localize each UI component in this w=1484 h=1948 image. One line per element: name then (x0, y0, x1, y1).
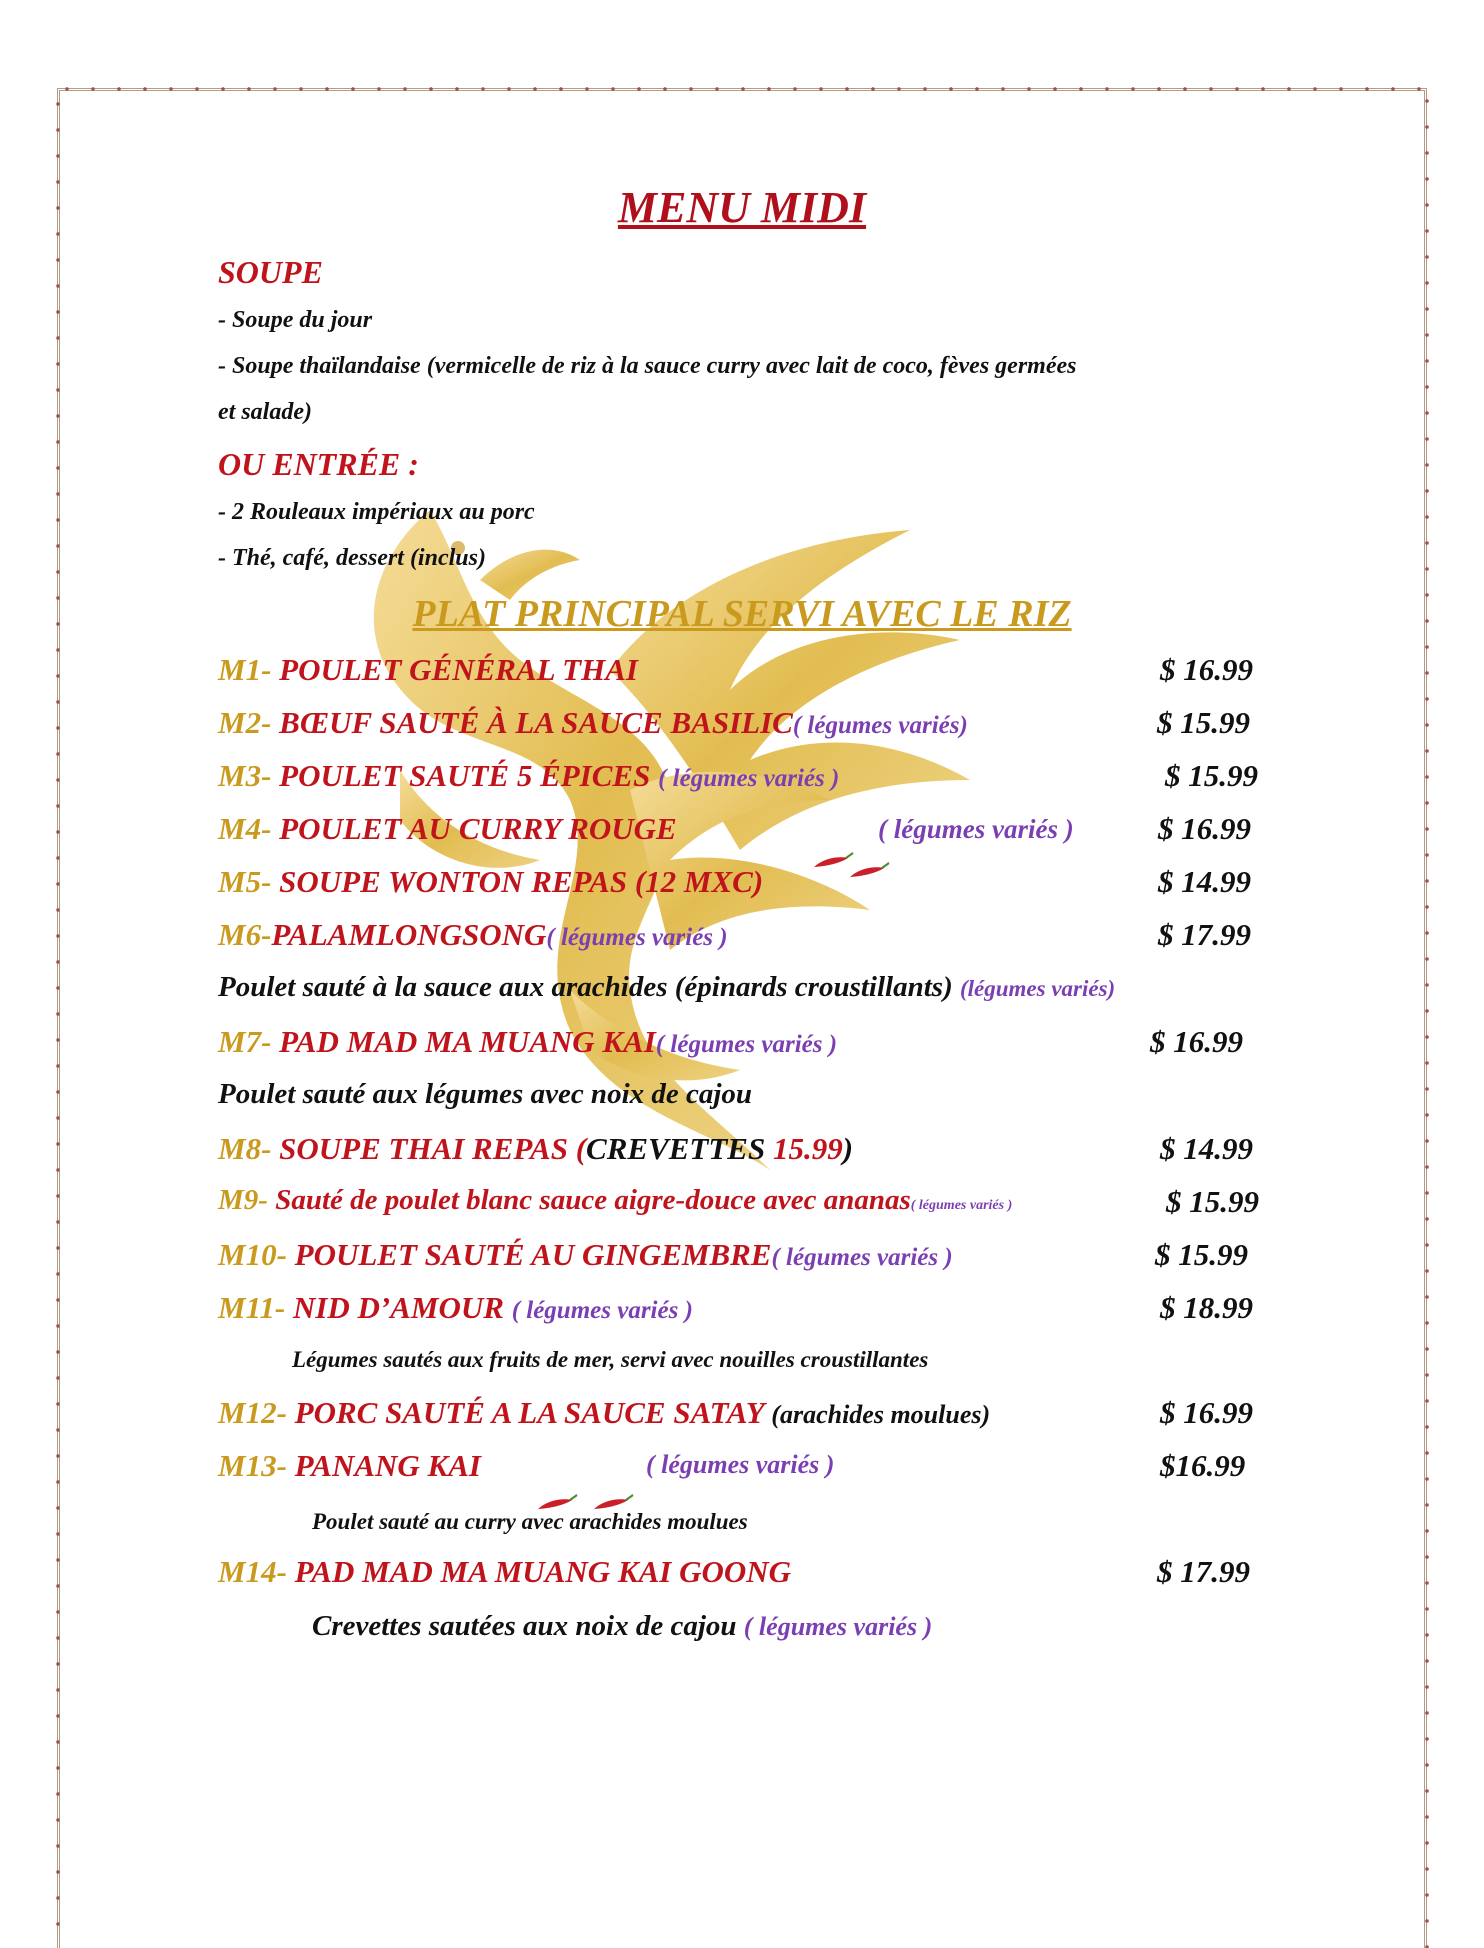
dish-price: $ 17.99 (1157, 1554, 1250, 1589)
soupe-item: - Soupe du jour (218, 307, 373, 333)
dish-price: $ 14.99 (1160, 1131, 1253, 1166)
dish-veg: (légumes variés) (959, 976, 1116, 1001)
dish-veg: ( légumes variés ) (511, 1297, 693, 1324)
dish-price: $ 16.99 (1160, 1395, 1253, 1430)
dish-code: M11- (218, 1290, 286, 1325)
dish-code: M13- (218, 1448, 287, 1483)
dish-name: BŒUF SAUTÉ À LA SAUCE BASILIC (271, 705, 793, 740)
dish-description (312, 1612, 932, 1641)
dish-description: Légumes sautés aux fruits de mer, servi avec nouilles croustillantes (292, 1347, 929, 1372)
entree-item: - 2 Rouleaux impériaux au porc (218, 499, 535, 525)
dish-name: POULET SAUTÉ AU GINGEMBRE (286, 1237, 772, 1272)
dish-veg: ( légumes variés ) (546, 924, 728, 951)
soupe-item: - Soupe thaïlandaise (vermicelle de riz à la sauce curry avec lait de coco, fèves germées (218, 353, 1077, 379)
dish-description: Poulet sauté au curry avec arachides moulues (312, 1509, 748, 1534)
dish-m11 (218, 1292, 693, 1323)
dish-veg: ( légumes variés ) (771, 1244, 953, 1271)
dish-name: PORC SAUTÉ A LA SAUCE SATAY (286, 1395, 772, 1430)
description-text: Poulet sauté à la sauce aux arachides (épinards croustillants) (218, 971, 953, 1003)
dish-veg: ( légumes variés) (792, 712, 968, 739)
dish-code: M8- (218, 1131, 272, 1166)
dish-code: M3- (218, 758, 272, 793)
dish-name: PALAMLONGSONG (271, 917, 547, 952)
dish-veg: ( légumes variés ) (655, 1031, 838, 1058)
dish-name: Sauté de poulet blanc sauce aigre-douce avec ananas (267, 1184, 911, 1216)
dish-veg: ( légumes variés ) (878, 814, 1074, 844)
dish-m13 (218, 1450, 481, 1481)
dish-price: $ 15.99 (1166, 1184, 1259, 1219)
dish-code: M6- (218, 917, 272, 952)
dish-m5 (218, 866, 763, 897)
dish-code: M12- (218, 1395, 287, 1430)
dish-extra-price: 15.99 (772, 1131, 843, 1166)
page-title: MENU MIDI (617, 183, 867, 232)
dish-price: $ 16.99 (1160, 652, 1253, 687)
dish-name: SOUPE THAI REPAS ( (271, 1131, 587, 1166)
dish-m7 (218, 1026, 837, 1057)
dish-code: M9- (218, 1184, 268, 1216)
dish-m2 (218, 707, 968, 738)
dish-veg: ( légumes variés ) (743, 1612, 933, 1641)
dish-m6 (218, 919, 728, 950)
phoenix-watermark (310, 470, 990, 1230)
dish-extra: CREVETTES (586, 1131, 773, 1166)
soupe-heading: SOUPE (218, 254, 323, 290)
plat-principal-heading: PLAT PRINCIPAL SERVI AVEC LE RIZ (412, 593, 1072, 635)
dish-price: $ 15.99 (1157, 705, 1250, 740)
dish-price: $ 16.99 (1158, 811, 1251, 846)
dish-veg: ( légumes variés ) (646, 1450, 835, 1479)
dish-name: PAD MAD MA MUANG KAI GOONG (286, 1554, 792, 1589)
dish-veg: ( légumes variés ) (910, 1198, 1013, 1213)
dish-code: M7- (218, 1024, 272, 1059)
dish-m14 (218, 1556, 791, 1587)
dish-m9 (218, 1186, 1012, 1215)
chili-pepper-icon (848, 862, 890, 880)
dish-code: M5- (218, 864, 272, 899)
dish-code: M1- (218, 652, 272, 687)
dish-price: $ 16.99 (1150, 1024, 1243, 1059)
decorative-border-right (1422, 88, 1432, 1948)
dish-price: $16.99 (1160, 1448, 1246, 1483)
dish-price: $ 15.99 (1165, 758, 1258, 793)
dish-m8 (218, 1133, 853, 1164)
dish-price: $ 15.99 (1155, 1237, 1248, 1272)
dish-code: M4- (218, 811, 272, 846)
dish-name: POULET AU CURRY ROUGE (271, 811, 677, 846)
dish-name: PANANG KAI (286, 1448, 481, 1483)
dish-m4 (218, 813, 677, 844)
dish-code: M14- (218, 1554, 287, 1589)
dish-price: $ 18.99 (1160, 1290, 1253, 1325)
dish-m3 (218, 760, 839, 791)
soupe-item: et salade) (218, 399, 312, 425)
dish-m1 (218, 654, 638, 685)
dish-m12 (218, 1397, 990, 1428)
dish-name: POULET SAUTÉ 5 ÉPICES (271, 758, 659, 793)
dish-paren: ) (842, 1131, 854, 1166)
dish-code: M10- (218, 1237, 287, 1272)
entree-item: - Thé, café, dessert (inclus) (218, 545, 486, 571)
entree-heading: OU ENTRÉE : (218, 446, 419, 482)
dish-name: NID D’AMOUR (285, 1290, 512, 1325)
dish-name: PAD MAD MA MUANG KAI (271, 1024, 656, 1059)
description-text: Crevettes sautées aux noix de cajou (312, 1610, 744, 1642)
dish-veg: ( légumes variés ) (658, 765, 840, 792)
dish-paren: (arachides moulues) (771, 1400, 991, 1429)
dish-name: POULET GÉNÉRAL THAI (271, 652, 638, 687)
dish-description (218, 973, 1115, 1002)
dish-price: $ 14.99 (1158, 864, 1251, 899)
dish-code: M2- (218, 705, 272, 740)
dish-description: Poulet sauté aux légumes avec noix de cajou (218, 1078, 753, 1110)
dish-price: $ 17.99 (1158, 917, 1251, 952)
dish-name: SOUPE WONTON REPAS (12 MXC) (271, 864, 764, 899)
dish-m10 (218, 1239, 953, 1270)
